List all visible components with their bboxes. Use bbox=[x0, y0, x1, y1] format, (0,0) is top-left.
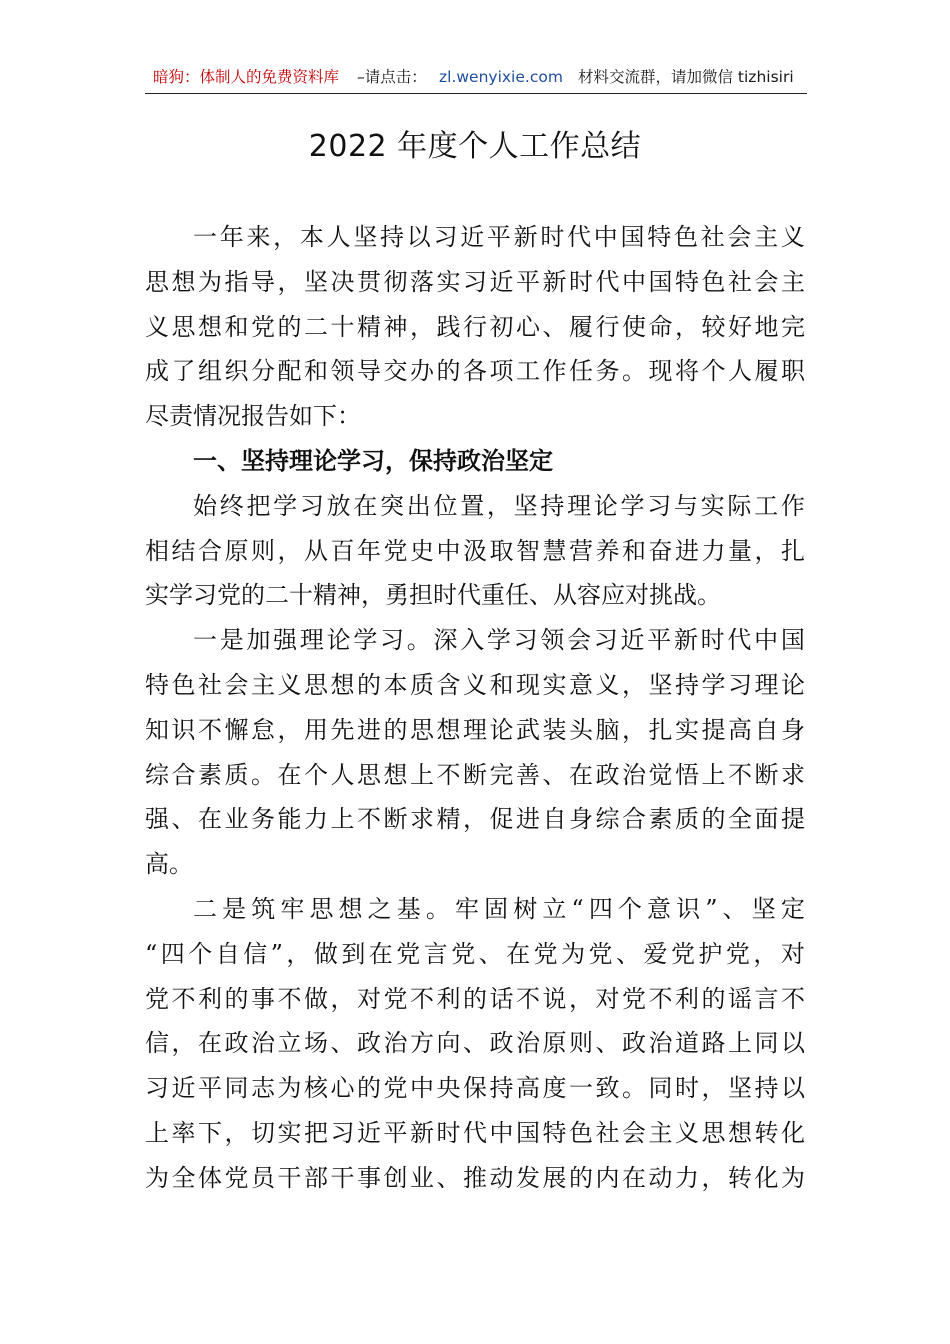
body-line: 思 想 为 指 导 ， 坚 决 贯 彻 落 实 习 近 平 新 时 代 中 国 特 色 社 会 主 bbox=[145, 267, 805, 296]
body-line: “ 四 个 自 信 ” ， 做 到 在 党 言 党 、 在 党 为 党 、 爱 党 护 党 ， 对 bbox=[145, 939, 805, 968]
body-line: 上 率 下 ， 切 实 把 习 近 平 新 时 代 中 国 特 色 社 会 主 义 思 想 转 化 bbox=[145, 1118, 805, 1147]
document-body bbox=[145, 215, 805, 1201]
page-header bbox=[145, 60, 807, 94]
body-line: 综 合 素 质 。 在 个 人 思 想 上 不 断 完 善 、 在 政 治 觉 悟 上 不 断 求 bbox=[145, 760, 805, 789]
document-title: 2022 年度个人工作总结 bbox=[308, 129, 642, 164]
header-prompt: –请点击： bbox=[357, 68, 427, 86]
body-line: 一 年 来 ， 本 人 坚 持 以 习 近 平 新 时 代 中 国 特 色 社 会 主 义 bbox=[193, 223, 805, 251]
body-line: 始 终 把 学 习 放 在 突 出 位 置 ， 坚 持 理 论 学 习 与 实 际 工 作 bbox=[193, 491, 805, 520]
body-line: 为 全 体 党 员 干 部 干 事 创 业 、 推 动 发 展 的 内 在 动 力 ， 转 化 为 bbox=[145, 1163, 805, 1192]
body-line: 高。 bbox=[145, 850, 193, 879]
header-url-link[interactable]: zl.wenyixie.com bbox=[439, 68, 563, 86]
body-line: 特 色 社 会 主 义 思 想 的 本 质 含 义 和 现 实 意 义 ， 坚 持 学 习 理 论 bbox=[145, 670, 805, 699]
body-line: 相 结 合 原 则 ， 从 百 年 党 史 中 汲 取 智 慧 营 养 和 奋 进 力 量 ， 扎 bbox=[145, 536, 805, 565]
body-line: 实学习党的二十精神，勇担时代重任、从容应对挑战。 bbox=[145, 581, 721, 610]
body-line: 党 不 利 的 事 不 做 ， 对 党 不 利 的 话 不 说 ， 对 党 不 利 的 谣 言 不 bbox=[145, 984, 805, 1013]
section-heading: 一、坚持理论学习，保持政治坚定 bbox=[193, 446, 553, 475]
body-line: 习 近 平 同 志 为 核 心 的 党 中 央 保 持 高 度 一 致 。 同 时 ， 坚 持 以 bbox=[145, 1074, 805, 1103]
body-line: 成 了 组 织 分 配 和 领 导 交 办 的 各 项 工 作 任 务 。 现 将 个 人 履 职 bbox=[145, 357, 805, 386]
header-source-label: 暗狗：体制人的免费资料库 bbox=[153, 68, 340, 86]
body-line: 一 是 加 强 理 论 学 习 。 深 入 学 习 领 会 习 近 平 新 时 代 中 国 bbox=[193, 626, 805, 655]
header-wechat-note: 材料交流群，请加微信 tizhisiri bbox=[578, 68, 794, 86]
body-line: 信 ， 在 政 治 立 场 、 政 治 方 向 、 政 治 原 则 、 政 治 道 路 上 同 以 bbox=[145, 1029, 805, 1058]
body-line: 二 是 筑 牢 思 想 之 基 。 牢 固 树 立 “ 四 个 意 识 ” 、 坚 定 bbox=[193, 894, 805, 923]
body-line: 尽责情况报告如下： bbox=[145, 402, 361, 431]
body-line: 义 思 想 和 党 的 二 十 精 神 ， 践 行 初 心 、 履 行 使 命 ， 较 好 地 完 bbox=[145, 312, 805, 341]
body-line: 知 识 不 懈 怠 ， 用 先 进 的 思 想 理 论 武 装 头 脑 ， 扎 实 提 高 自 身 bbox=[145, 715, 805, 744]
body-line: 强 、 在 业 务 能 力 上 不 断 求 精 ， 促 进 自 身 综 合 素 质 的 全 面 提 bbox=[145, 805, 805, 834]
